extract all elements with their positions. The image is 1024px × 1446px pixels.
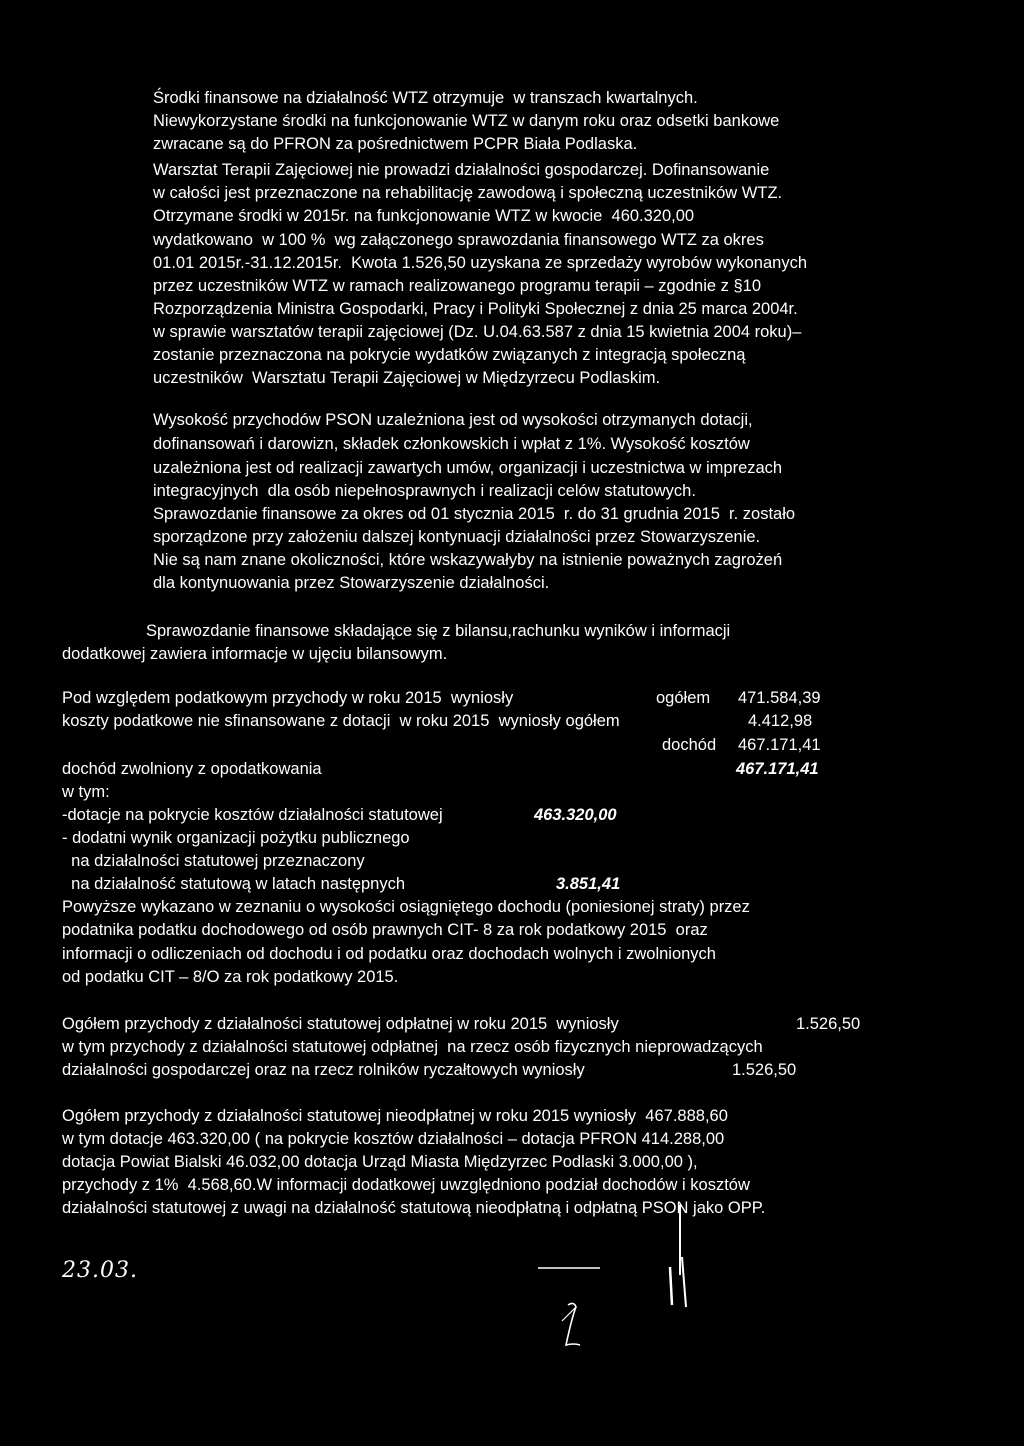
handwritten-date: 23.03. [62, 1258, 138, 1283]
tax-costs-value: 4.412,98 [748, 712, 813, 730]
text-line: Nie są nam znane okoliczności, które wskazywałyby na istnienie poważnych zagrożeń [153, 551, 783, 569]
tax-revenue-sublabel: ogółem [656, 689, 711, 707]
text-line: dla kontynuowania przez Stowarzyszenie działalności. [153, 574, 550, 592]
text-line: podatnika podatku dochodowego od osób prawnych CIT- 8 za rok podatkowy 2015 oraz [62, 921, 708, 939]
tax-income-value: 467.171,41 [738, 736, 821, 754]
text-line: działalności statutowej z uwagi na działalność statutową nieodpłatną i odpłatną PSON jako OPP. [62, 1199, 766, 1217]
tax-grants-label: -dotacje na pokrycie kosztów działalności statutowej [62, 806, 443, 824]
text-line: w sprawie warsztatów terapii zajęciowej (Dz. U.04.63.587 z dnia 15 kwietnia 2004 roku)– [153, 323, 802, 341]
text-line: Otrzymane środki w 2015r. na funkcjonowanie WTZ w kwocie 460.320,00 [153, 207, 695, 225]
text-line: dotacja Powiat Bialski 46.032,00 dotacja Urząd Miasta Międzyrzec Podlaski 3.000,00 ), [62, 1153, 698, 1171]
text-line: przez uczestników WTZ w ramach realizowanego programu terapii – zgodnie z §10 [153, 277, 762, 295]
paid-individuals-value: 1.526,50 [732, 1061, 797, 1079]
text-line: uzależniona jest od realizacji zawartych umów, organizacji i uczestnictwa w imprezach [153, 459, 783, 477]
text-line: Niewykorzystane środki na funkcjonowanie WTZ w danym roku oraz odsetki bankowe [153, 112, 780, 130]
text-line: informacji o odliczeniach od dochodu i od podatku oraz dochodach wolnych i zwolnionych [62, 945, 716, 963]
text-line: sporządzone przy założeniu dalszej kontynuacji działalności przez Stowarzyszenie. [153, 528, 761, 546]
tax-grants-value: 463.320,00 [534, 806, 617, 824]
text-line: przychody z 1% 4.568,60.W informacji dodatkowej uwzględniono podział dochodów i kosztów [62, 1176, 750, 1194]
text-line: zwracane są do PFRON za pośrednictwem PCPR Biała Podlaska. [153, 135, 638, 153]
tax-revenue-label: Pod względem podatkowym przychody w roku 2015 wyniosły [62, 689, 514, 707]
tax-including-label: w tym: [62, 783, 110, 801]
text-line: zostanie przeznaczona na pokrycie wydatków związanych z integracją społeczną [153, 346, 746, 364]
text-line: Środki finansowe na działalność WTZ otrzymuje w transzach kwartalnych. [153, 89, 698, 107]
paid-individuals-label: w tym przychody z działalności statutowej odpłatnej na rzecz osób fizycznych nieprowadzących [62, 1038, 763, 1056]
text-line: w tym dotacje 463.320,00 ( na pokrycie kosztów działalności – dotacja PFRON 414.288,00 [62, 1130, 725, 1148]
text-line: dofinansowań i darowizn, składek członkowskich i wpłat z 1%. Wysokość kosztów [153, 435, 750, 453]
tax-income-sublabel: dochód [662, 736, 717, 754]
paid-individuals-label: działalności gospodarczej oraz na rzecz rolników ryczałtowych wyniosły [62, 1061, 585, 1079]
paid-total-label: Ogółem przychody z działalności statutowej odpłatnej w roku 2015 wyniosły [62, 1015, 619, 1033]
signature-icon [520, 1205, 720, 1365]
tax-surplus-label: na działalność statutową w latach następnych [62, 875, 406, 893]
tax-exempt-label: dochód zwolniony z opodatkowania [62, 760, 322, 778]
text-line: 01.01 2015r.-31.12.2015r. Kwota 1.526,50 uzyskana ze sprzedaży wyrobów wykonanych [153, 254, 807, 272]
text-line: od podatku CIT – 8/O za rok podatkowy 2015. [62, 968, 399, 986]
text-line: Sprawozdanie finansowe składające się z bilansu,rachunku wyników i informacji [146, 622, 731, 640]
text-line: wydatkowano w 100 % wg załączonego sprawozdania finansowego WTZ za okres [153, 231, 764, 249]
text-line: Powyższe wykazano w zeznaniu o wysokości osiągniętego dochodu (poniesionej straty) przez [62, 898, 750, 916]
tax-surplus-label: na działalności statutowej przeznaczony [62, 852, 365, 870]
paid-total-value: 1.526,50 [796, 1015, 861, 1033]
text-line: w całości jest przeznaczone na rehabilitację zawodową i społeczną uczestników WTZ. [153, 184, 783, 202]
tax-revenue-value: 471.584,39 [738, 689, 821, 707]
tax-costs-label: koszty podatkowe nie sfinansowane z dotacji w roku 2015 wyniosły ogółem [62, 712, 620, 730]
text-line: Rozporządzenia Ministra Gospodarki, Pracy i Polityki Społecznej z dnia 25 marca 2004r. [153, 300, 798, 318]
tax-surplus-value: 3.851,41 [556, 875, 621, 893]
text-line: Ogółem przychody z działalności statutowej nieodpłatnej w roku 2015 wyniosły 467.888,60 [62, 1107, 728, 1125]
text-line: integracyjnych dla osób niepełnosprawnych i realizacji celów statutowych. [153, 482, 696, 500]
text-line: Warsztat Terapii Zajęciowej nie prowadzi działalności gospodarczej. Dofinansowanie [153, 161, 770, 179]
text-line: Wysokość przychodów PSON uzależniona jest od wysokości otrzymanych dotacji, [153, 411, 753, 429]
text-line: uczestników Warsztatu Terapii Zajęciowej w Międzyrzecu Podlaskim. [153, 369, 661, 387]
text-line: Sprawozdanie finansowe za okres od 01 stycznia 2015 r. do 31 grudnia 2015 r. zostało [153, 505, 796, 523]
tax-exempt-value: 467.171,41 [736, 760, 819, 778]
text-line: dodatkowej zawiera informacje w ujęciu bilansowym. [62, 645, 448, 663]
tax-surplus-label: - dodatni wynik organizacji pożytku publicznego [62, 829, 410, 847]
